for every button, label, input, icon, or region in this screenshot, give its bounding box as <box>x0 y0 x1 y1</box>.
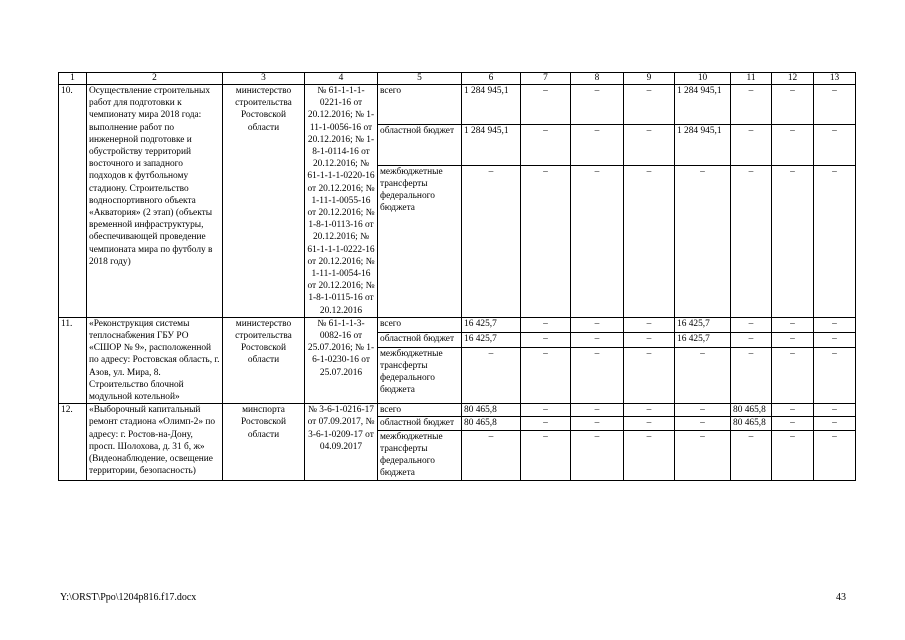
value-cell: 16 425,7 <box>675 317 731 332</box>
header-cell: 4 <box>305 73 378 85</box>
value-cell: – <box>462 165 521 317</box>
value-cell: 80 465,8 <box>462 404 521 417</box>
value-cell: – <box>731 85 772 125</box>
header-cell: 8 <box>571 73 624 85</box>
document-refs: № 61-1-1-3-0082-16 от 25.07.2016; № 1-6-1-0230-16 от 25.07.2016 <box>305 317 378 403</box>
funding-source: областной бюджет <box>378 417 462 430</box>
value-cell: – <box>571 347 624 403</box>
document-refs: № 3-6-1-0216-17 от 07.09.2017, № 3-6-1-0209-17 от 04.09.2017 <box>305 404 378 480</box>
value-cell: – <box>521 404 571 417</box>
value-cell: – <box>624 125 675 165</box>
table-row <box>59 404 856 417</box>
header-cell: 10 <box>675 73 731 85</box>
value-cell: – <box>521 347 571 403</box>
value-cell: – <box>814 85 856 125</box>
value-cell: – <box>624 85 675 125</box>
value-cell: – <box>521 332 571 347</box>
header-cell: 1 <box>59 73 87 85</box>
funding-source: всего <box>378 85 462 125</box>
row-number: 10. <box>59 85 87 318</box>
value-cell: – <box>571 430 624 480</box>
table-row <box>59 317 856 332</box>
value-cell: – <box>624 430 675 480</box>
value-cell: 1 284 945,1 <box>675 125 731 165</box>
value-cell: 80 465,8 <box>462 417 521 430</box>
header-cell: 11 <box>731 73 772 85</box>
header-cell: 6 <box>462 73 521 85</box>
value-cell: 1 284 945,1 <box>675 85 731 125</box>
value-cell: – <box>624 317 675 332</box>
funding-source: всего <box>378 317 462 332</box>
value-cell: – <box>624 404 675 417</box>
responsible-org: министерство строительства Ростовской области <box>223 317 305 403</box>
value-cell: 1 284 945,1 <box>462 85 521 125</box>
value-cell: – <box>675 417 731 430</box>
value-cell: – <box>521 317 571 332</box>
funding-source: всего <box>378 404 462 417</box>
header-cell: 9 <box>624 73 675 85</box>
value-cell: 80 465,8 <box>731 404 772 417</box>
value-cell: – <box>772 404 814 417</box>
object-name: «Выборочный капитальный ремонт стадиона «Олимп-2» по адресу: г. Ростов-на-Дону, просп. Шолохова, д. 31 б, ж» (Видеонаблюдение, освещение территории, безопасность) <box>87 404 223 480</box>
funding-source: межбюджетные трансферты федерального бюджета <box>378 347 462 403</box>
responsible-org: минспорта Ростовской области <box>223 404 305 480</box>
value-cell: – <box>731 317 772 332</box>
value-cell: – <box>571 332 624 347</box>
value-cell: – <box>675 165 731 317</box>
value-cell: – <box>731 332 772 347</box>
header-cell: 5 <box>378 73 462 85</box>
value-cell: – <box>624 347 675 403</box>
object-name: Осуществление строительных работ для подготовки к чемпионату мира 2018 года: выполнение работ по инженерной подготовке и обустройству территорий восточного и западного подходов к футбольному стадиону. Строительство водноспортивного объекта «Акватория» (2 этап) (объекты временной инфраструктуры, обеспечивающей проведение чемпионата мира по футболу в 2018 году) <box>87 85 223 318</box>
value-cell: – <box>772 317 814 332</box>
value-cell: – <box>675 404 731 417</box>
budget-table <box>58 72 856 481</box>
funding-source: межбюджетные трансферты федерального бюджета <box>378 165 462 317</box>
value-cell: – <box>521 430 571 480</box>
header-cell: 2 <box>87 73 223 85</box>
value-cell: – <box>814 430 856 480</box>
value-cell: – <box>731 347 772 403</box>
value-cell: – <box>731 125 772 165</box>
value-cell: – <box>731 165 772 317</box>
responsible-org: министерство строительства Ростовской области <box>223 85 305 318</box>
value-cell: – <box>814 125 856 165</box>
value-cell: – <box>571 317 624 332</box>
value-cell: – <box>521 125 571 165</box>
value-cell: 1 284 945,1 <box>462 125 521 165</box>
header-cell: 7 <box>521 73 571 85</box>
value-cell: 16 425,7 <box>462 332 521 347</box>
value-cell: – <box>772 347 814 403</box>
value-cell: – <box>814 404 856 417</box>
value-cell: – <box>772 417 814 430</box>
value-cell: – <box>814 347 856 403</box>
value-cell: – <box>624 332 675 347</box>
funding-source: областной бюджет <box>378 332 462 347</box>
page-number: 43 <box>836 592 846 603</box>
value-cell: – <box>521 417 571 430</box>
value-cell: – <box>675 430 731 480</box>
value-cell: – <box>521 85 571 125</box>
document-refs: № 61-1-1-1-0221-16 от 20.12.2016; № 1-11-1-0056-16 от 20.12.2016; № 1-8-1-0114-16 от 20.12.2016; № 61-1-1-1-0220-16 от 20.12.2016; № 1-11-1-0055-16 от 20.12.2016; № 1-8-1-0113-16 от 20.12.2016; № 61-1-1-1-0222-16 от 20.12.2016; № 1-11-1-0054-16 от 20.12.2016; № 1-8-1-0115-16 от 20.12.2016 <box>305 85 378 318</box>
file-path: Y:\ORST\Ppo\1204p816.f17.docx <box>60 592 197 603</box>
value-cell: – <box>624 165 675 317</box>
value-cell: – <box>731 430 772 480</box>
funding-source: областной бюджет <box>378 125 462 165</box>
value-cell: – <box>571 125 624 165</box>
row-number: 11. <box>59 317 87 403</box>
value-cell: – <box>814 165 856 317</box>
value-cell: – <box>772 332 814 347</box>
header-cell: 13 <box>814 73 856 85</box>
value-cell: – <box>772 430 814 480</box>
header-cell: 12 <box>772 73 814 85</box>
value-cell: – <box>571 85 624 125</box>
value-cell: – <box>462 430 521 480</box>
value-cell: – <box>814 317 856 332</box>
header-cell: 3 <box>223 73 305 85</box>
header-row <box>59 73 856 85</box>
value-cell: – <box>675 347 731 403</box>
row-number: 12. <box>59 404 87 480</box>
funding-source: межбюджетные трансферты федерального бюджета <box>378 430 462 480</box>
value-cell: – <box>624 417 675 430</box>
value-cell: 16 425,7 <box>462 317 521 332</box>
value-cell: – <box>772 165 814 317</box>
value-cell: – <box>814 417 856 430</box>
value-cell: 80 465,8 <box>731 417 772 430</box>
object-name: «Реконструкция системы теплоснабжения ГБУ РО «СШОР № 9», расположенной по адресу: Ростовская область, г. Азов, ул. Мира, 8. Строительство блочной модульной котельной» <box>87 317 223 403</box>
value-cell: – <box>571 165 624 317</box>
value-cell: – <box>772 125 814 165</box>
value-cell: – <box>462 347 521 403</box>
value-cell: 16 425,7 <box>675 332 731 347</box>
table-row <box>59 85 856 125</box>
value-cell: – <box>772 85 814 125</box>
value-cell: – <box>571 417 624 430</box>
value-cell: – <box>521 165 571 317</box>
value-cell: – <box>814 332 856 347</box>
value-cell: – <box>571 404 624 417</box>
